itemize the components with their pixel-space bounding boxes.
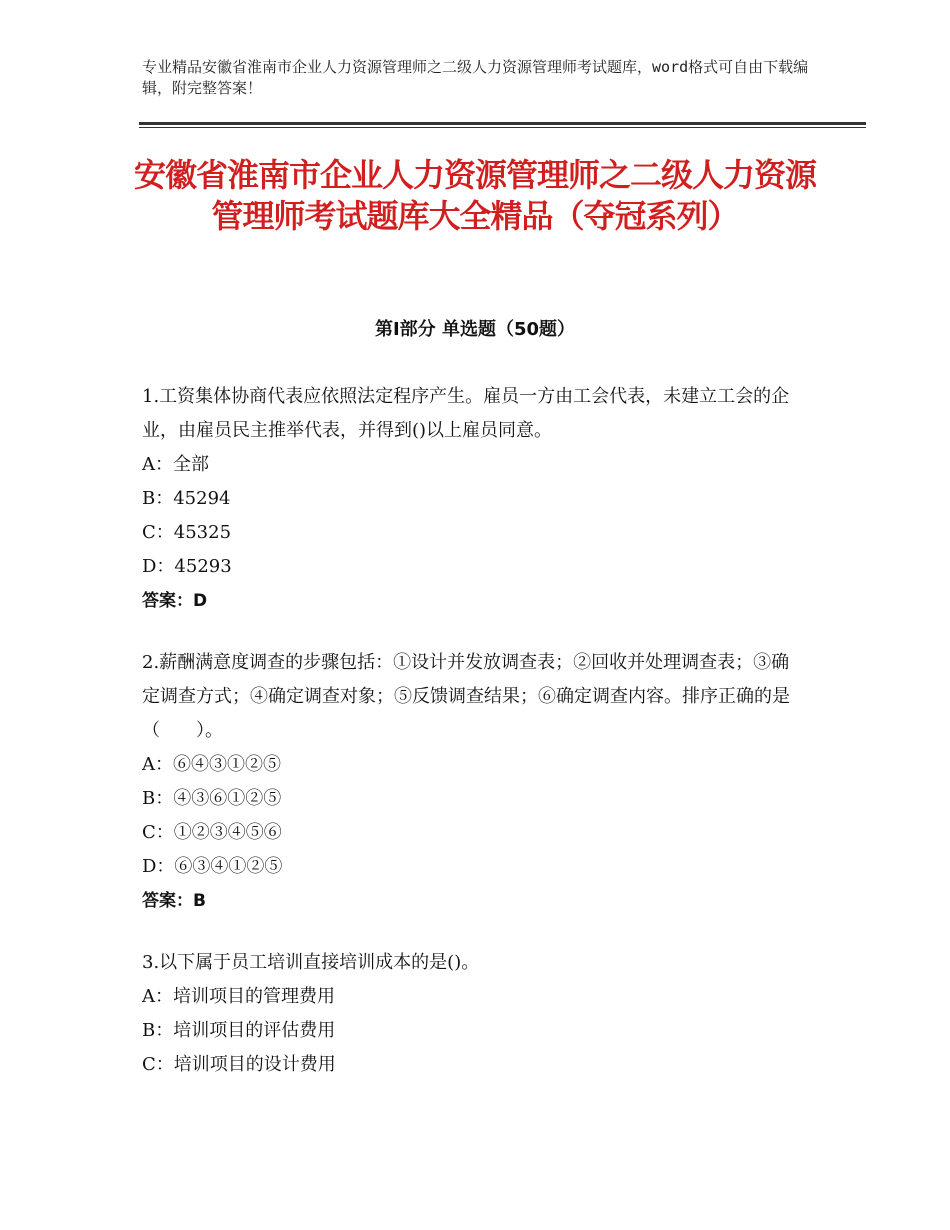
header-rule-thick	[139, 122, 866, 125]
question-2	[142, 646, 802, 918]
document-title: 安徽省淮南市企业人力资源管理师之二级人力资源管理师考试题库大全精品（夺冠系列）	[133, 156, 816, 235]
option-d: D：⑥③④①②⑤	[142, 856, 283, 877]
option-a: A：全部	[142, 454, 209, 475]
question-3	[142, 946, 802, 1082]
question-text: 3.以下属于员工培训直接培训成本的是()。	[142, 952, 480, 973]
question-1	[142, 380, 802, 618]
header-rule-thin	[139, 127, 866, 128]
header-note: 专业精品安徽省淮南市企业人力资源管理师之二级人力资源管理师考试题库，word格式可自由下载编辑，附完整答案！	[142, 58, 809, 97]
option-b: B：45294	[142, 488, 231, 509]
option-a: A：⑥④③①②⑤	[142, 754, 281, 775]
option-b: B：培训项目的评估费用	[142, 1020, 336, 1041]
answer: 答案：D	[142, 591, 208, 611]
option-b: B：④③⑥①②⑤	[142, 788, 282, 809]
option-d: D：45293	[142, 556, 232, 577]
option-a: A：培训项目的管理费用	[142, 986, 335, 1007]
section-title: 第Ⅰ部分 单选题（50题）	[374, 319, 575, 340]
question-text: 1.工资集体协商代表应依照法定程序产生。雇员一方由工会代表，未建立工会的企业，由雇员民主推举代表，并得到()以上雇员同意。	[142, 386, 790, 441]
option-c: C：45325	[142, 522, 232, 543]
question-list	[142, 380, 802, 1110]
option-c: C：①②③④⑤⑥	[142, 822, 282, 843]
answer: 答案：B	[142, 891, 206, 911]
option-c: C：培训项目的设计费用	[142, 1054, 336, 1075]
question-text: 2.薪酬满意度调查的步骤包括：①设计并发放调查表；②回收并处理调查表；③确定调查方式；④确定调查对象；⑤反馈调查结果；⑥确定调查内容。排序正确的是（ ）。	[142, 652, 790, 741]
